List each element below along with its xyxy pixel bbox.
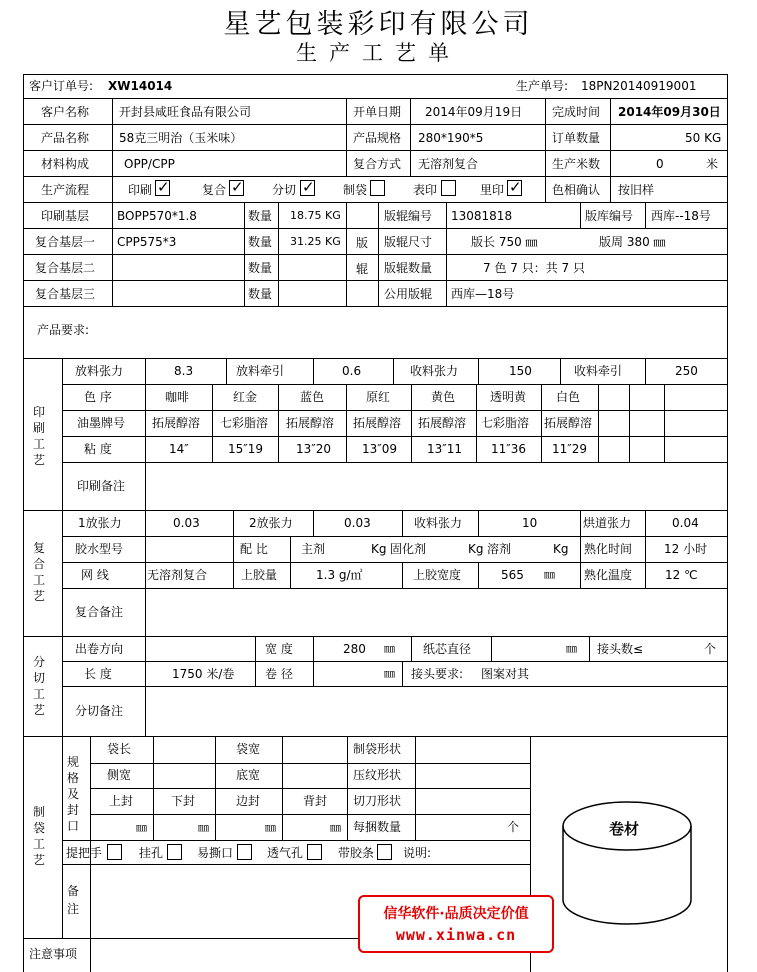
comp1-qty-value: 31.25 KG <box>290 235 341 248</box>
option-tape-label: 带胶条 <box>338 846 375 860</box>
glue-label: 胶水型号 <box>75 542 124 556</box>
print-rewind-tension-label: 收料张力 <box>410 364 459 378</box>
finish-value: 2014年09月30日 <box>618 105 721 119</box>
unwind1-label: 1放张力 <box>78 516 122 530</box>
color-3: 蓝色 <box>300 390 325 404</box>
color-4: 原红 <box>366 390 391 404</box>
comp1-label: 复合基层一 <box>35 235 96 249</box>
color-6: 透明黄 <box>490 390 527 404</box>
laminating-section-label: 复合工艺 <box>32 541 45 603</box>
ink-5: 拓展醇溶 <box>418 416 467 430</box>
flow-print-label: 印刷 <box>128 183 153 197</box>
product-req-label: 产品要求: <box>37 323 90 337</box>
roll-dia-label: 卷 径 <box>265 667 293 681</box>
glue-width-unit: ㎜ <box>544 568 555 581</box>
plate-lib-label: 版库编号 <box>585 209 634 223</box>
option-handle-label: 提把手 <box>66 846 103 860</box>
color-2: 红金 <box>233 390 258 404</box>
roller-size-label: 版辊尺寸 <box>384 235 433 249</box>
print-qty-value: 18.75 KG <box>290 209 341 222</box>
flow-laminate-label: 复合 <box>202 183 227 197</box>
roller-count-label: 版辊数量 <box>384 261 433 275</box>
mesh-value: 无溶剂复合 <box>147 568 208 582</box>
top-seal-label: 上封 <box>109 794 134 808</box>
flow-surface-print-label: 表印 <box>413 183 438 197</box>
color-confirm-value: 按旧样 <box>618 183 655 197</box>
roll-dia-unit: ㎜ <box>384 667 395 680</box>
slit-length-label: 长 度 <box>84 667 112 681</box>
oven-value: 0.04 <box>672 516 699 530</box>
watermark-stamp <box>358 895 554 953</box>
option-handle-checkbox[interactable] <box>107 844 122 860</box>
bottom-seal-unit: ㎜ <box>198 821 209 834</box>
flow-bag-checkbox[interactable] <box>370 180 385 196</box>
viscosity-1: 14″ <box>169 442 189 456</box>
option-hang-hole-label: 挂孔 <box>139 846 164 860</box>
core-unit: ㎜ <box>566 642 577 655</box>
unwind1-value: 0.03 <box>173 516 200 530</box>
lam-note-label: 复合备注 <box>75 605 124 619</box>
cure-temp-value: 12 ℃ <box>665 568 698 582</box>
flow-label: 生产流程 <box>41 183 90 197</box>
spec-value: 280*190*5 <box>418 131 484 145</box>
cure-time-label: 熟化时间 <box>584 542 633 556</box>
slit-width-value: 280 <box>343 642 366 656</box>
product-label: 产品名称 <box>41 131 90 145</box>
color-5: 黄色 <box>431 390 456 404</box>
order-qty-value: 50 KG <box>685 131 722 145</box>
bundle-unit: 个 <box>507 820 520 834</box>
flow-slit-checkbox[interactable]: ✓ <box>302 178 315 196</box>
solvent-unit: Kg <box>553 542 569 556</box>
comp1-qty-label: 数量 <box>248 235 273 249</box>
glue-amount-label: 上胶量 <box>241 568 278 582</box>
print-rewind-pull-value: 250 <box>675 364 698 378</box>
bag-spec-section-label: 规格及封口 <box>66 755 79 833</box>
unwind2-label: 2放张力 <box>249 516 293 530</box>
meters-unit: 米 <box>706 157 719 171</box>
bottom-width-label: 底宽 <box>236 768 261 782</box>
print-rewind-tension-value: 150 <box>509 364 532 378</box>
material-label: 材料构成 <box>41 157 90 171</box>
flow-surface-print-checkbox[interactable] <box>441 180 456 196</box>
print-base-label: 印刷基层 <box>41 209 90 223</box>
roller-no-value: 13081818 <box>451 209 513 223</box>
option-vent-checkbox[interactable] <box>307 844 322 860</box>
comp2-qty-label: 数量 <box>248 261 273 275</box>
color-order-label: 色 序 <box>84 390 112 404</box>
oven-label: 烘道张力 <box>583 516 632 530</box>
compound-label: 复合方式 <box>353 157 402 171</box>
color-7: 白色 <box>556 390 581 404</box>
ink-label: 油墨牌号 <box>77 416 126 430</box>
solvent-label: 溶剂 <box>487 542 512 556</box>
slit-note-label: 分切备注 <box>75 704 124 718</box>
slitting-section-label: 分切工艺 <box>32 655 45 717</box>
finish-label: 完成时间 <box>552 105 601 119</box>
viscosity-6: 11″36 <box>491 442 527 456</box>
curing-agent-label: 固化剂 <box>390 542 427 556</box>
stamp-line-1: 信华软件·品质决定价值 <box>383 906 529 922</box>
open-date-label: 开单日期 <box>353 105 402 119</box>
ink-1: 拓展醇溶 <box>152 416 201 430</box>
notice-label: 注意事项 <box>29 947 78 961</box>
back-seal-unit: ㎜ <box>330 821 341 834</box>
flow-laminate-checkbox[interactable]: ✓ <box>231 178 244 196</box>
meters-label: 生产米数 <box>552 157 601 171</box>
option-tear-notch-label: 易撕口 <box>197 846 234 860</box>
color-confirm-label: 色相确认 <box>552 183 601 197</box>
cure-time-value: 12 小时 <box>664 542 708 556</box>
joint-req-label: 接头要求: <box>411 667 464 681</box>
viscosity-2: 15″19 <box>228 442 264 456</box>
lam-rewind-value: 10 <box>522 516 538 530</box>
slit-width-unit: ㎜ <box>384 642 395 655</box>
main-agent-unit: Kg <box>371 542 387 556</box>
option-vent-label: 透气孔 <box>267 846 304 860</box>
product-value: 58克三明治（玉米味） <box>119 131 243 145</box>
ink-6: 七彩脂溶 <box>481 416 530 430</box>
order-qty-label: 订单数量 <box>552 131 601 145</box>
viscosity-5: 13″11 <box>427 442 463 456</box>
bag-desc-label: 说明: <box>403 846 432 860</box>
roller-size-length: 版长 750 ㎜ <box>471 235 538 249</box>
viscosity-3: 13″20 <box>296 442 332 456</box>
back-seal-label: 背封 <box>303 794 328 808</box>
plate-lib-value: 西库--18号 <box>651 209 711 223</box>
joints-unit: 个 <box>704 642 717 656</box>
ratio-label: 配 比 <box>240 542 268 556</box>
unwind2-value: 0.03 <box>344 516 371 530</box>
bottom-seal-label: 下封 <box>171 794 196 808</box>
comp3-label: 复合基层三 <box>35 287 96 301</box>
customer-value: 开封县咸旺食品有限公司 <box>119 105 252 119</box>
comp1-value: CPP575*3 <box>117 235 177 249</box>
viscosity-7: 11″29 <box>552 442 588 456</box>
side-width-label: 侧宽 <box>107 768 132 782</box>
ink-2: 七彩脂溶 <box>220 416 269 430</box>
printing-section-label: 印刷工艺 <box>32 405 45 467</box>
order-no-label: 客户订单号: <box>29 79 94 93</box>
main-agent-label: 主剂 <box>301 542 326 556</box>
ink-4: 拓展醇溶 <box>353 416 402 430</box>
flow-reverse-print-checkbox[interactable]: ✓ <box>509 178 522 196</box>
joint-req-value: 图案对其 <box>481 667 530 681</box>
option-tape-checkbox[interactable] <box>377 844 392 860</box>
direction-label: 出卷方向 <box>75 642 124 656</box>
prod-no-value: 18PN20140919001 <box>581 79 697 93</box>
open-date-value: 2014年09月19日 <box>425 105 523 119</box>
flow-print-checkbox[interactable]: ✓ <box>157 178 170 196</box>
order-no-value: XW14014 <box>108 79 173 93</box>
cure-temp-label: 熟化温度 <box>584 568 633 582</box>
stamp-line-2: www.xinwa.cn <box>395 926 517 944</box>
print-unwind-pull-value: 0.6 <box>342 364 362 378</box>
top-seal-unit: ㎜ <box>136 821 147 834</box>
material-value: OPP/CPP <box>124 157 175 171</box>
bag-length-label: 袋长 <box>107 742 132 756</box>
print-note-label: 印刷备注 <box>77 479 126 493</box>
print-unwind-pull-label: 放料牵引 <box>236 364 285 378</box>
print-base-value: BOPP570*1.8 <box>117 209 197 223</box>
bag-remark-label: 备注 <box>66 884 79 916</box>
roller-no-label: 版辊编号 <box>384 209 433 223</box>
option-tear-notch-checkbox[interactable] <box>237 844 252 860</box>
glue-amount-value: 1.3 g/㎡ <box>316 568 363 582</box>
ink-7: 拓展醇溶 <box>544 416 593 430</box>
option-hang-hole-checkbox[interactable] <box>167 844 182 860</box>
lam-rewind-label: 收料张力 <box>414 516 463 530</box>
prod-no-label: 生产单号: <box>516 79 569 93</box>
roller-section-label: 版辊 <box>355 236 368 276</box>
print-rewind-pull-label: 收料牵引 <box>574 364 623 378</box>
mesh-label: 网 线 <box>81 568 109 582</box>
common-roller-value: 西库—18号 <box>451 287 515 301</box>
curing-agent-unit: Kg <box>468 542 484 556</box>
core-label: 纸芯直径 <box>423 642 472 656</box>
ink-3: 拓展醇溶 <box>286 416 335 430</box>
flow-reverse-print-label: 里印 <box>480 183 505 197</box>
roller-count-value: 7 色 7 只：共 7 只 <box>483 261 585 275</box>
edge-seal-unit: ㎜ <box>265 821 276 834</box>
viscosity-4: 13″09 <box>362 442 398 456</box>
print-unwind-tension-label: 放料张力 <box>75 364 124 378</box>
cutter-label: 切刀形状 <box>353 794 402 808</box>
slit-length-value: 1750 米/卷 <box>172 667 235 681</box>
company-name: 星艺包装彩印有限公司 <box>223 9 534 40</box>
flow-slit-label: 分切 <box>272 183 297 197</box>
print-qty-label: 数量 <box>248 209 273 223</box>
roll-material-label: 卷材 <box>609 820 640 838</box>
common-roller-label: 公用版辊 <box>384 287 433 301</box>
bagging-section-label: 制袋工艺 <box>32 805 45 867</box>
roller-size-circ: 版周 380 ㎜ <box>599 235 666 249</box>
print-unwind-tension-value: 8.3 <box>174 364 194 378</box>
customer-label: 客户名称 <box>41 105 90 119</box>
edge-seal-label: 边封 <box>236 794 261 808</box>
bag-width-label: 袋宽 <box>236 742 261 756</box>
comp2-label: 复合基层二 <box>35 261 96 275</box>
emboss-label: 压纹形状 <box>353 768 402 782</box>
flow-bag-label: 制袋 <box>343 183 368 197</box>
glue-width-label: 上胶宽度 <box>413 568 462 582</box>
glue-width-value: 565 <box>501 568 524 582</box>
compound-value: 无溶剂复合 <box>418 157 479 171</box>
document-title: 生产工艺单 <box>296 41 461 65</box>
spec-label: 产品规格 <box>353 131 402 145</box>
bundle-label: 每捆数量 <box>353 820 402 834</box>
slit-width-label: 宽 度 <box>265 642 293 656</box>
joints-label: 接头数≤ <box>597 642 644 656</box>
color-1: 咖啡 <box>165 390 190 404</box>
comp3-qty-label: 数量 <box>248 287 273 301</box>
meters-value: 0 <box>656 157 664 171</box>
bag-shape-label: 制袋形状 <box>353 742 402 756</box>
viscosity-label: 粘 度 <box>84 442 112 456</box>
